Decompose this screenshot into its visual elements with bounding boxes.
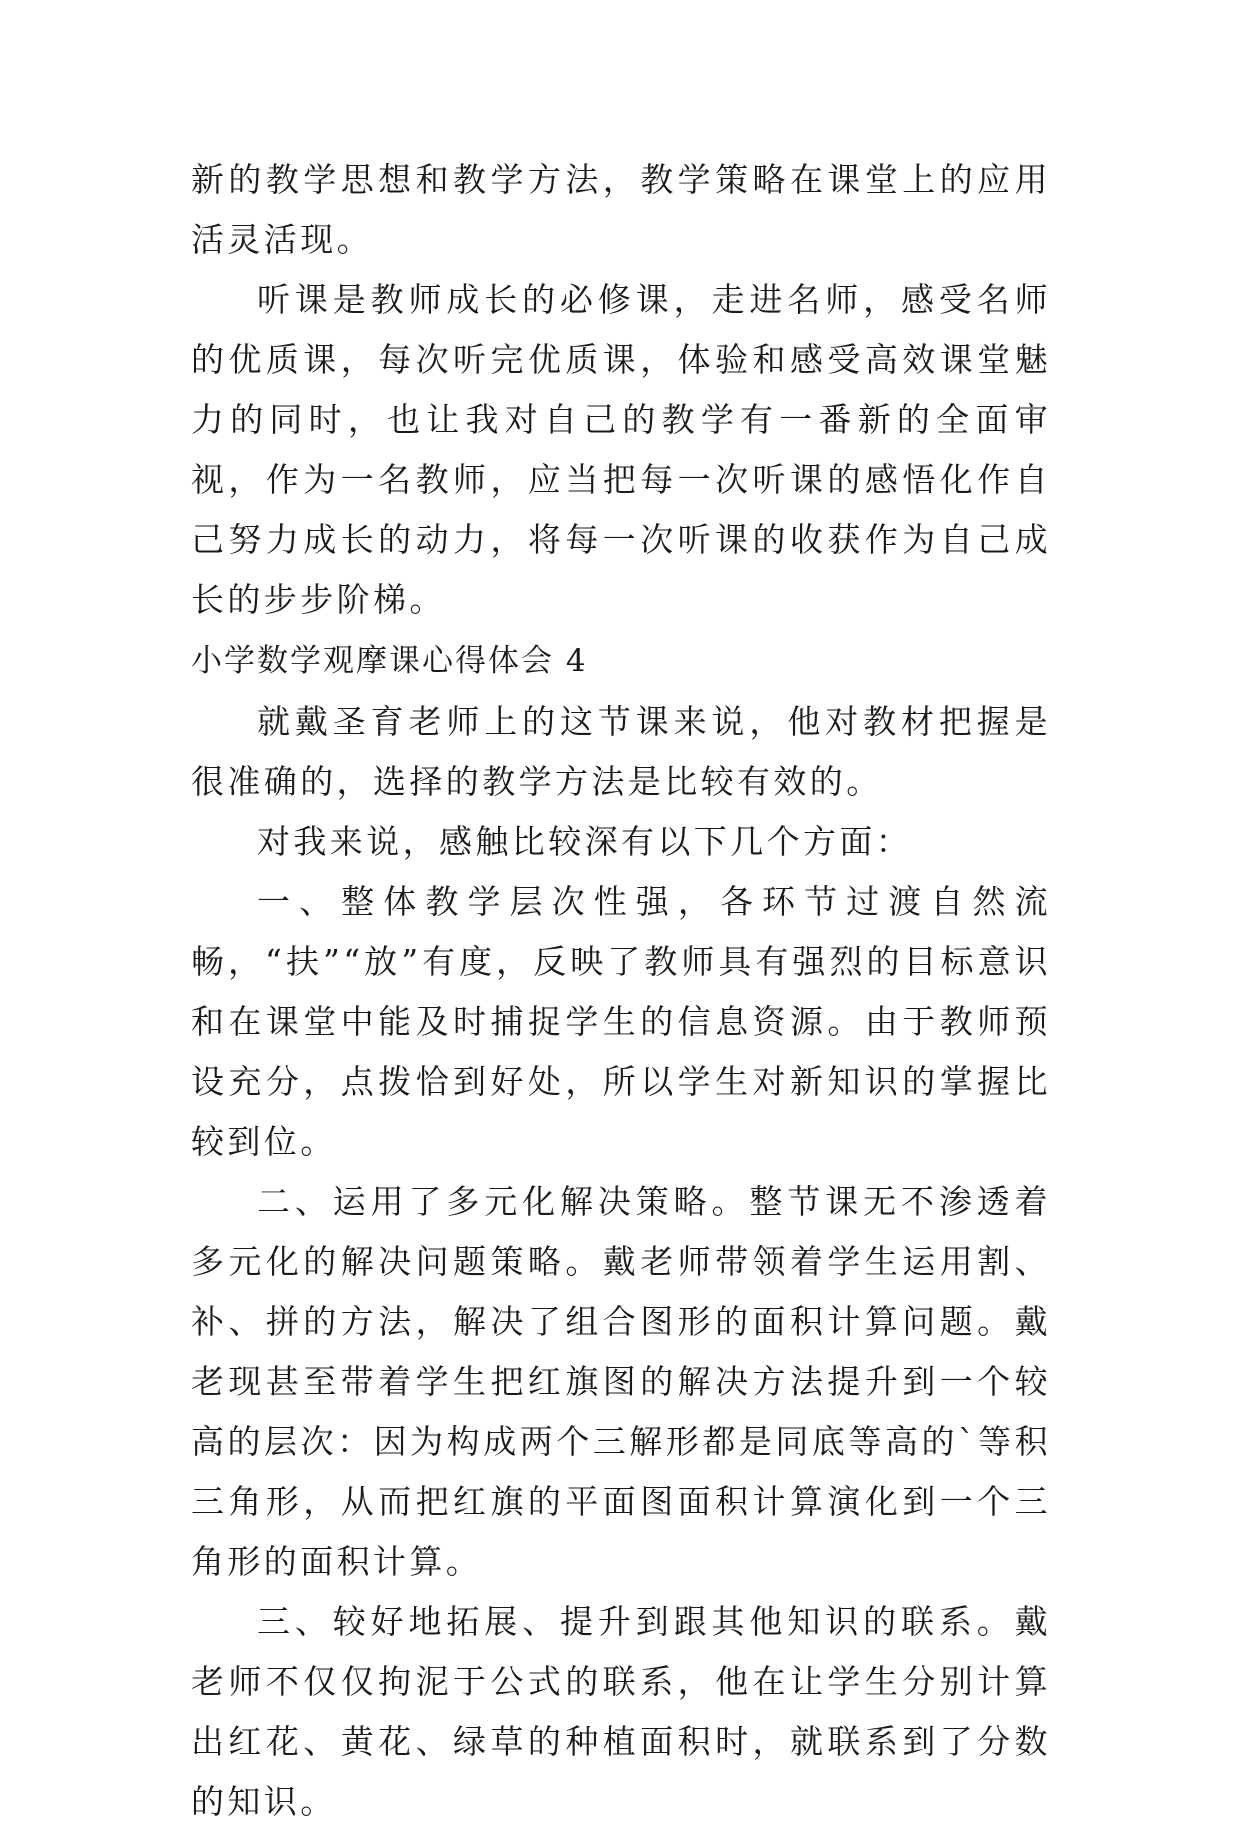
paragraph-point-one: 一、整体教学层次性强，各环节过渡自然流畅，“扶”“放”有度，反映了教师具有强烈的目标意识和在课堂中能及时捕捉学生的信息资源。由于教师预设充分，点拨恰到好处，所以学生对新知识的掌握比较到位。: [191, 882, 1051, 1161]
paragraph-point-three: 三、较好地拓展、提升到跟其他知识的联系。戴老师不仅仅拘泥于公式的联系，他在让学生分别计算出红花、黄花、绿草的种植面积时，就联系到了分数的知识。: [191, 1602, 1051, 1821]
paragraph-listening-growth: 听课是教师成长的必修课，走进名师，感受名师的优质课，每次听完优质课，体验和感受高效课堂魅力的同时，也让我对自己的教学有一番新的全面审视，作为一名教师，应当把每一次听课的感悟化作自己努力成长的动力，将每一次听课的收获作为自己成长的步步阶梯。: [191, 280, 1051, 619]
paragraph-aspects-intro: 对我来说，感触比较深有以下几个方面：: [257, 822, 913, 861]
paragraph-continuation: 新的教学思想和教学方法，教学策略在课堂上的应用活灵活现。: [191, 160, 1051, 259]
document-body: [191, 150, 1051, 1832]
paragraph-teacher-evaluation: 就戴圣育老师上的这节课来说，他对教材把握是很准确的，选择的教学方法是比较有效的。: [191, 702, 1051, 801]
section-heading: 小学数学观摩课心得体会 4: [191, 643, 588, 679]
paragraph-point-two: 二、运用了多元化解决策略。整节课无不渗透着多元化的解决问题策略。戴老师带领着学生运用割、补、拼的方法，解决了组合图形的面积计算问题。戴老现甚至带着学生把红旗图的解决方法提升到一个较高的层次：因为构成两个三解形都是同底等高的`等积三角形，从而把红旗的平面图面积计算演化到一个三角形的面积计算。: [191, 1182, 1051, 1581]
